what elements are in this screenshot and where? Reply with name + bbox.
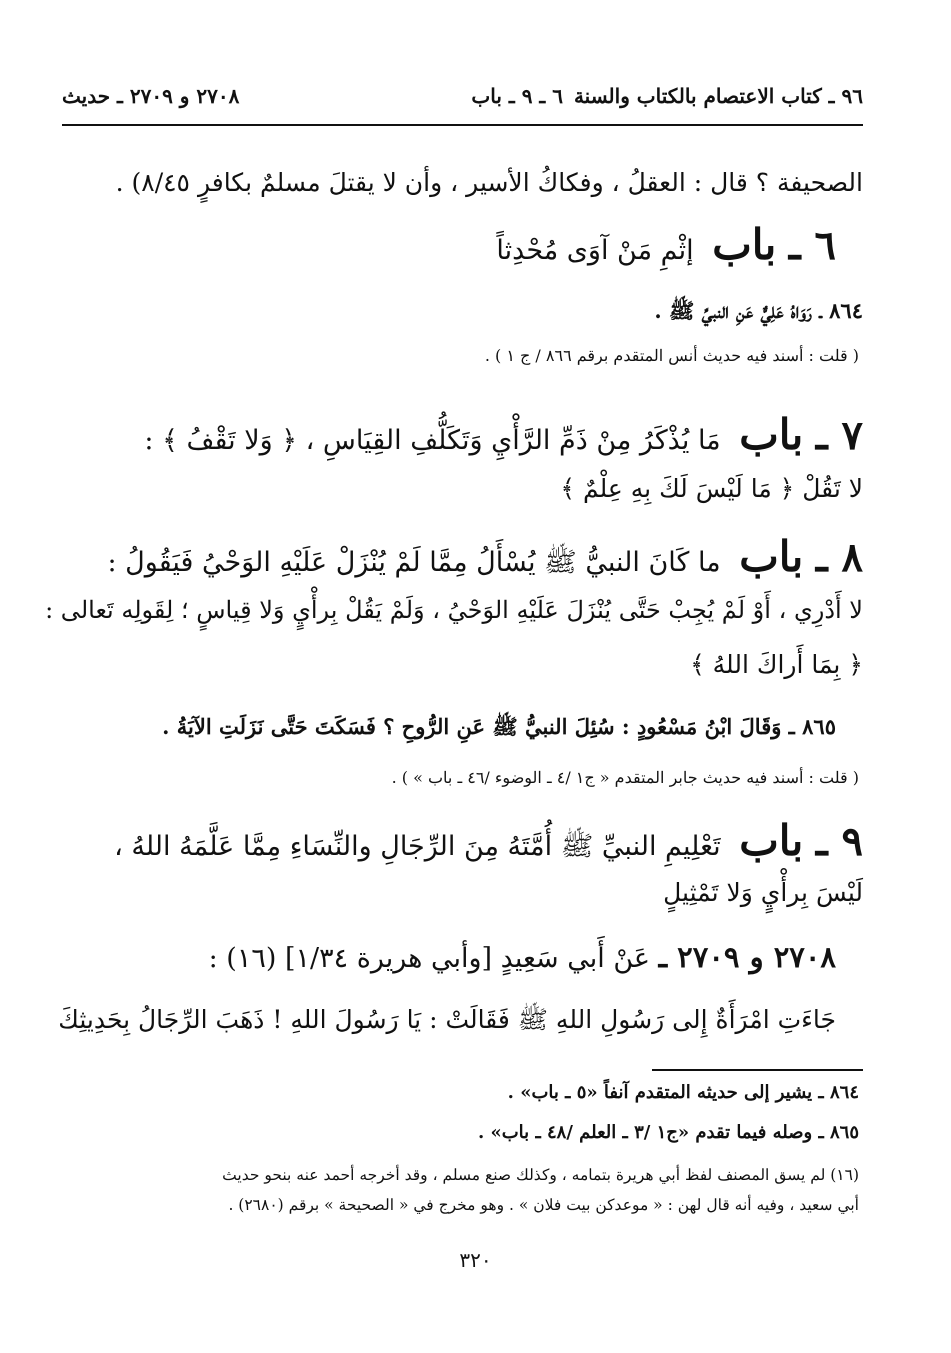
hadith-2708-2709 [62, 940, 836, 974]
hadith-isnad: عَنْ أَبي سَعِيدٍ [وأبي هريرة ١/٣٤] (١٦) : [208, 943, 650, 974]
footnote-865: ٨٦٥ ـ وصله فيما تقدم «ج١ /٣ ـ العلم /٤٨ ـ باب» . [477, 1122, 859, 1143]
chapter-8-title-verse: ﴿ بِمَا أَراكَ اللهُ ﴾ [690, 650, 863, 679]
running-header [62, 84, 863, 114]
chapter-number: ٨ ـ [815, 534, 863, 581]
hadith-865: ٨٦٥ ـ وَقَالَ ابْنُ مَسْعُودٍ : سُئِلَ النبيُّ ﷺ عَنِ الرُّوحِ ؟ فَسَكَتَ حَتَّى نَزَلَتِ الآيَةُ . [162, 714, 836, 739]
chapter-heading-8 [62, 532, 863, 585]
chapter-heading-7 [62, 410, 863, 459]
hadith-865-note: ( قلت : أسند فيه حديث جابر المتقدم « ج١ /٤ ـ الوضوء /٤٦ ـ باب » ) . [391, 768, 859, 787]
header-book-title: ٩٦ ـ كتاب الاعتصام بالكتاب والسنة [573, 84, 863, 108]
footnote-16-line1: (١٦) لم يسق المصنف لفظ أبي هريرة بتمامه ، وكذلك صنع مسلم ، وقد أخرجه أحمد عنه بنحو حديث [222, 1166, 859, 1184]
page-number: ٣٢٠ [459, 1248, 492, 1272]
chapter-9-title-cont: لَيْسَ بِرأْيٍ وَلا تَمْثِيلٍ [663, 878, 863, 907]
chapter-number: ٦ ـ [788, 222, 836, 269]
chapter-word: باب [712, 220, 777, 269]
chapter-title: ما كَانَ النبيُّ ﷺ يُسْأَلُ مِمَّا لَمْ يُنْزَلْ عَلَيْهِ الوَحْيُ فَيَقُولُ : [107, 547, 721, 578]
hadith-864: ٨٦٤ ـ رَوَاهُ عَلِيٌّ عَنِ النبيِّ ﷺ . [654, 298, 863, 323]
chapter-heading-6 [62, 220, 836, 269]
header-chapter-range: ٦ ـ ٩ ـ باب [471, 84, 563, 108]
chapter-7-title-cont: لا تَقُلْ ﴿ مَا لَيْسَ لَكَ بِهِ عِلْمٌ ﴾ [560, 474, 863, 503]
chapter-heading-9 [62, 816, 863, 869]
header-hadith-range: ٢٧٠٨ و ٢٧٠٩ ـ حديث [62, 84, 240, 108]
hadith-2708-text: جَاءَتِ امْرَأَةٌ إِلى رَسُولِ اللهِ ﷺ فَقَالَتْ : يَا رَسُولَ اللهِ ! ذَهَبَ الرِّجَالُ بِحَدِيثِكَ [58, 1005, 836, 1034]
chapter-word: باب [739, 816, 804, 865]
footnote-divider [652, 1069, 863, 1071]
chapter-number: ٩ ـ [815, 818, 863, 865]
chapter-title: مَا يُذْكَرُ مِنْ ذَمِّ الرَّأْيِ وَتَكَلُّفِ القِيَاسِ ، ﴿ وَلا تَقْفُ ﴾ : [144, 425, 721, 456]
footnote-864: ٨٦٤ ـ يشير إلى حديثه المتقدم آنفاً «٥ ـ باب» . [507, 1082, 859, 1103]
chapter-title: إثْمِ مَنْ آوَى مُحْدِثاً [496, 235, 694, 266]
hadith-number: ٢٧٠٨ و ٢٧٠٩ ـ [658, 940, 836, 974]
chapter-number: ٧ ـ [815, 412, 863, 459]
chapter-8-title-cont: لا أَدْرِي ، أَوْ لَمْ يُجِبْ حَتَّى يُنْزَلَ عَلَيْهِ الوَحْيُ ، وَلَمْ يَقُلْ بِرأْيٍ وَلا قِياسٍ ؛ لِقَولِه تَعالى : [45, 596, 863, 624]
chapter-word: باب [739, 410, 804, 459]
header-divider [62, 124, 863, 126]
continuation-line: الصحيفة ؟ قال : العقلُ ، وفكاكُ الأسير ، وأن لا يقتلَ مسلمٌ بكافرٍ ٨/٤٥) . [115, 168, 863, 197]
hadith-864-note: ( قلت : أسند فيه حديث أنس المتقدم برقم ٨٦٦ / ج ١ ) . [484, 346, 859, 365]
footnote-16-line2: أبي سعيد ، وفيه أنه قال لهن : « موعدكن بيت فلان » . وهو مخرج في « الصحيحة » برقم (٢٦٨٠) . [228, 1196, 859, 1214]
chapter-word: باب [739, 532, 804, 581]
chapter-title: تَعْلِيمِ النبيِّ ﷺ أُمَّتَهُ مِنَ الرِّجَالِ والنِّسَاءِ مِمَّا عَلَّمَهُ اللهُ ، [114, 831, 721, 862]
